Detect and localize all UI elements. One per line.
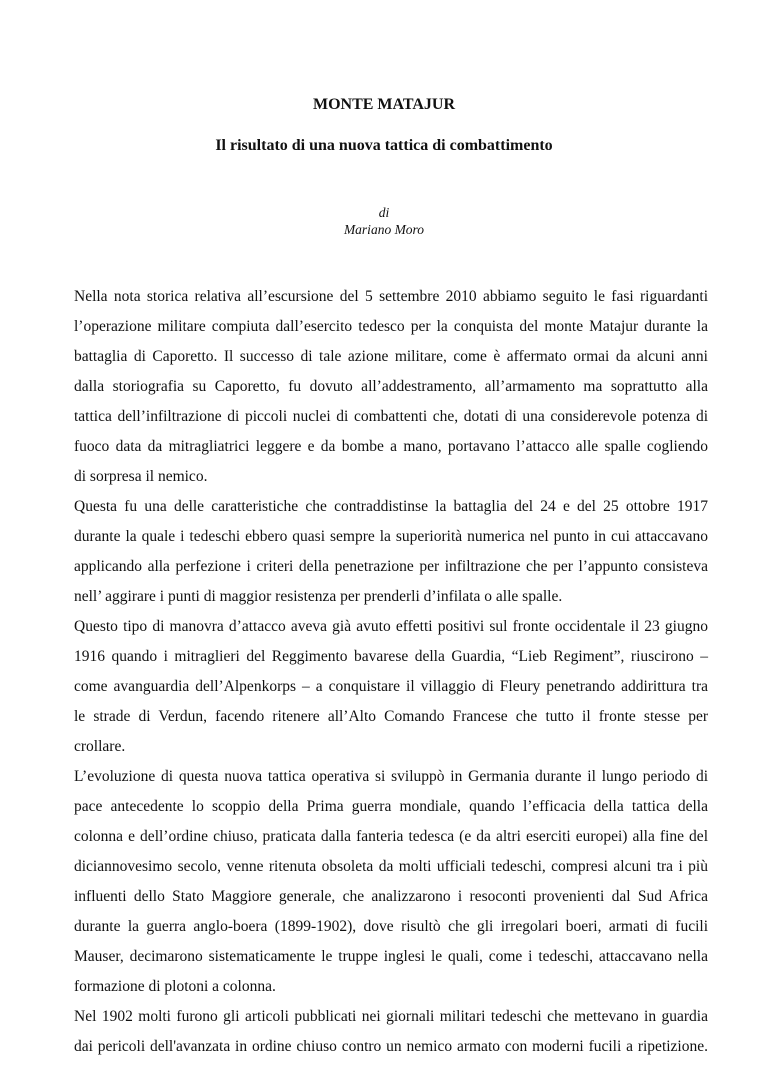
- text-line: di sorpresa il nemico.: [74, 468, 208, 485]
- text-line: tattica dell’infiltrazione di piccoli nuclei di combattenti che, dotati di una considerevole potenza di: [74, 408, 708, 425]
- text-line: Questo tipo di manovra d’attacco aveva già avuto effetti positivi sul fronte occidentale il 23 giugno: [74, 618, 708, 635]
- text-line: diciannovesimo secolo, venne ritenuta obsoleta da molti ufficiali tedeschi, compresi alcuni tra i più: [74, 858, 708, 875]
- text-line: pace antecedente lo scoppio della Prima guerra mondiale, quando l’efficacia della tattica della: [74, 798, 708, 815]
- text-line: dalla storiografia su Caporetto, fu dovuto all’addestramento, all’armamento ma soprattutto alla: [74, 378, 708, 395]
- text-line: Questa fu una delle caratteristiche che contraddistinse la battaglia del 24 e del 25 ottobre 1917: [74, 498, 708, 515]
- author-name: Mariano Moro: [343, 222, 425, 237]
- text-line: colonna e dell’ordine chiuso, praticata dalla fanteria tedesca (e da altri eserciti europei) alla fine del: [74, 828, 708, 845]
- paragraph: [74, 617, 708, 767]
- text-line: nell’ aggirare i punti di maggior resistenza per prenderli d’infilata o alle spalle.: [74, 588, 563, 605]
- text-line: l’operazione militare compiuta dall’esercito tedesco per la conquista del monte Matajur durante la: [74, 318, 708, 335]
- text-line: applicando alla perfezione i criteri della penetrazione per infiltrazione che per l’appunto consisteva: [74, 558, 708, 575]
- document-body: [74, 287, 708, 1067]
- text-line: durante la guerra anglo-boera (1899-1902), dove risultò che gli irregolari boeri, armati di fucili: [74, 918, 708, 935]
- text-line: le strade di Verdun, facendo ritenere all’Alto Comando Francese che tutto il fronte stesse per: [74, 708, 708, 725]
- text-line: durante la quale i tedeschi ebbero quasi sempre la superiorità numerica nel punto in cui attaccavano: [74, 528, 708, 545]
- document-subtitle: Il risultato di una nuova tattica di combattimento: [215, 137, 553, 154]
- text-line: influenti dello Stato Maggiore generale, che analizzarono i resoconti provenienti dal Sud Africa: [74, 888, 708, 905]
- text-line: crollare.: [74, 738, 126, 755]
- text-line: formazione di plotoni a colonna.: [74, 978, 276, 995]
- paragraph: [74, 1007, 708, 1067]
- document-title: MONTE MATAJUR: [312, 96, 456, 113]
- paragraph: [74, 497, 708, 617]
- byline-prefix: di: [378, 205, 390, 220]
- text-line: fuoco data da mitragliatrici leggere e da bombe a mano, portavano l’attacco alle spalle cogliendo: [74, 438, 708, 455]
- text-line: Nella nota storica relativa all’escursione del 5 settembre 2010 abbiamo seguito le fasi riguardanti: [74, 288, 708, 305]
- text-line: come avanguardia dell’Alpenkorps – a conquistare il villaggio di Fleury penetrando addirittura tra: [74, 678, 708, 695]
- text-line: L’evoluzione di questa nuova tattica operativa si sviluppò in Germania durante il lungo periodo di: [74, 768, 708, 785]
- paragraph: [74, 767, 708, 1007]
- text-line: dai pericoli dell'avanzata in ordine chiuso contro un nemico armato con moderni fucili a ripetizione.: [74, 1038, 708, 1055]
- text-line: Nel 1902 molti furono gli articoli pubblicati nei giornali militari tedeschi che mettevano in guardia: [74, 1008, 708, 1025]
- text-line: Mauser, decimarono sistematicamente le truppe inglesi le quali, come i tedeschi, attaccavano nella: [74, 948, 708, 965]
- paragraph: [74, 287, 708, 497]
- text-line: battaglia di Caporetto. Il successo di tale azione militare, come è affermato ormai da alcuni anni: [74, 348, 708, 365]
- text-line: 1916 quando i mitraglieri del Reggimento bavarese della Guardia, “Lieb Regiment”, riuscirono –: [74, 648, 708, 665]
